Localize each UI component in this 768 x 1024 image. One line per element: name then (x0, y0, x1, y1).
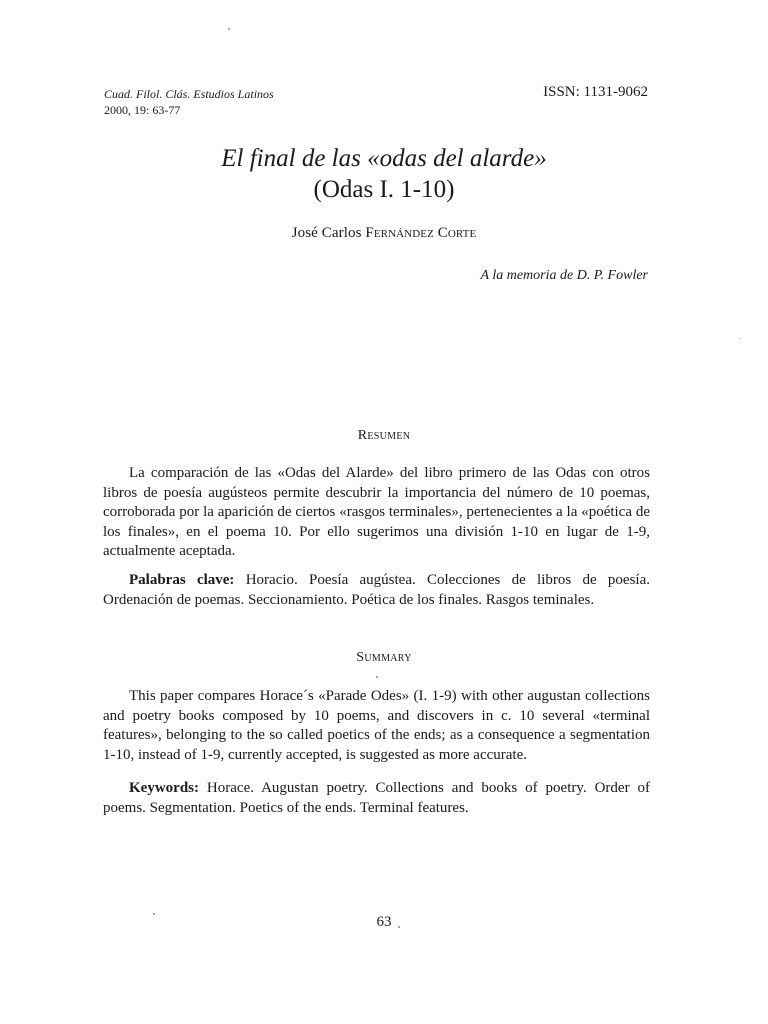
journal-name: Cuad. Filol. Clás. Estudios Latinos (104, 87, 274, 101)
journal-volume: 2000, 19: 63-77 (104, 103, 181, 117)
palabras-clave-text: Horacio. Poesía augústea. Colecciones de libros de poesía. Ordenación de poemas. Seccionamiento. Poética de los finales. Rasgos teminales. (103, 572, 650, 608)
keywords (103, 779, 650, 818)
scan-speck (740, 338, 741, 339)
scan-speck (153, 913, 155, 915)
scan-speck (228, 28, 230, 30)
issn: ISSN: 1131-9062 (543, 84, 648, 100)
page-number: 63 (376, 914, 392, 930)
journal-citation (104, 86, 274, 118)
scan-speck (376, 676, 378, 678)
scan-speck (398, 926, 400, 928)
article-title (0, 143, 768, 205)
article-title-main: El final de las «odas del alarde» (221, 145, 547, 172)
keywords-text: Horace. Augustan poetry. Collections and books of poetry. Order of poems. Segmentation. Poetics of the ends. Terminal features. (103, 780, 650, 816)
palabras-clave-label: Palabras clave: (129, 572, 235, 588)
author-given-name: José Carlos (291, 225, 366, 241)
author-surname: Fernández Corte (365, 225, 477, 241)
author (0, 225, 768, 242)
dedication: A la memoria de D. P. Fowler (480, 268, 648, 283)
summary-heading: Summary (356, 650, 412, 665)
resumen-body: La comparación de las «Odas del Alarde» del libro primero de las Odas con otros libros de poesía augústeos permite descubrir la importancia del número de 10 poemas, corroborada por la aparición de ciertos «rasgos terminales», pertenecientes a la «poética de los finales», en el poema 10. Por ello sugerimos una división 1-10 en lugar de 1-9, actualmente aceptada. (103, 465, 650, 560)
article-title-sub: (Odas I. 1-10) (313, 176, 455, 203)
keywords-label: Keywords: (129, 780, 199, 796)
palabras-clave (103, 571, 650, 610)
resumen-heading: Resumen (357, 428, 411, 443)
summary-body: This paper compares Horace´s «Parade Odes» (I. 1-9) with other augustan collections and poetry books composed by 10 poems, and discovers in c. 10 several «terminal features», belonging to the so called poetics of the ends; as a consequence a segmentation 1-10, instead of 1-9, currently accepted, is suggested as more accurate. (103, 688, 650, 763)
